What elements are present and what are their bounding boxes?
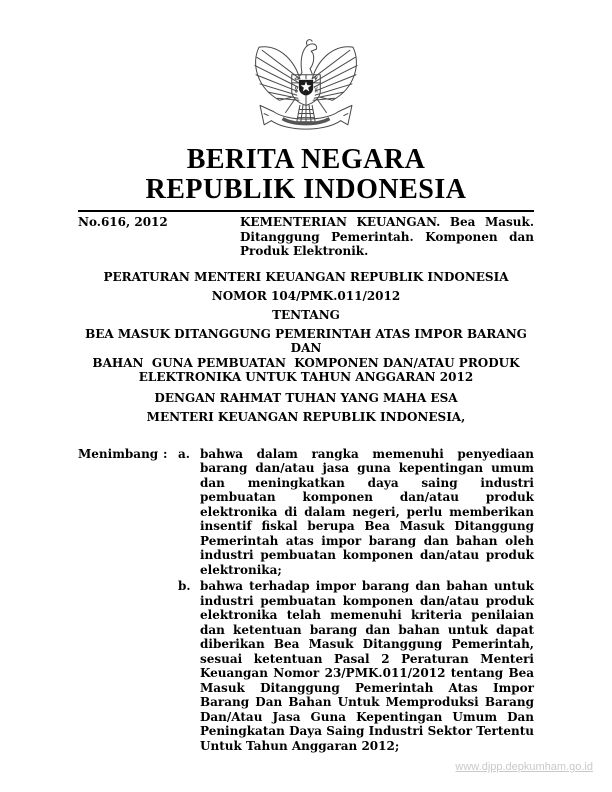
authority-line: MENTERI KEUANGAN REPUBLIK INDONESIA, [146, 409, 466, 424]
regulation-title-line1: BEA MASUK DITANGGUNG PEMERINTAH ATAS IMPOR BARANG DAN [85, 326, 532, 355]
considering-items [178, 447, 534, 754]
item-marker-b: b. [178, 579, 191, 593]
regulation-title-line2: BAHAN GUNA PEMBUATAN KOMPONEN DAN/ATAU PRODUK [92, 355, 520, 370]
gazette-subject: KEMENTERIAN KEUANGAN. Bea Masuk. Ditanggung Pemerintah. Komponen dan Produk Elektronik. [240, 215, 534, 258]
consideration-item-a [178, 447, 534, 578]
regulation-title [78, 327, 534, 385]
item-text-a: bahwa dalam rangka memenuhi penyediaan barang dan/atau jasa guna kepentingan umum dan meningkatkan daya saing industri pembuatan komponen dan/atau produk elektronika di dalam negeri, perlu memberikan insentif fiskal berupa Bea Masuk Ditanggung Pemerintah atas impor barang dan bahan oleh industri pembuatan komponen dan/atau produk elektronika; [200, 446, 534, 577]
invocation-line: DENGAN RAHMAT TUHAN YANG MAHA ESA [154, 390, 458, 405]
masthead-rule [78, 210, 534, 212]
gazette-title-line2: REPUBLIK INDONESIA [145, 174, 467, 205]
considering-section [78, 447, 534, 754]
item-text-b: bahwa terhadap impor barang dan bahan untuk industri pembuatan komponen dan/atau produk elektronika telah memenuhi kriteria penilaian dan ketentuan barang dan bahan untuk dapat diberikan Bea Masuk Ditanggung Pemerintah, sesuai ketentuan Pasal 2 Peraturan Menteri Keuangan Nomor 23/PMK.011/2012 tentang Bea Masuk Ditanggung Pemerintah Atas Impor Barang Dan Bahan Untuk Memproduksi Barang Dan/Atau Jasa Guna Kepentingan Umum Dan Peningkatan Daya Saing Industri Sektor Tertentu Untuk Tahun Anggaran 2012; [200, 579, 534, 753]
gazette-number: No.616, 2012 [78, 215, 168, 229]
gazette-header-row [78, 215, 534, 259]
page-content [78, 0, 534, 753]
gazette-masthead [78, 145, 534, 205]
regulation-title-line3: ELEKTRONIKA UNTUK TAHUN ANGGARAN 2012 [138, 370, 474, 384]
regulation-heading [78, 268, 534, 325]
regulation-heading-line1: PERATURAN MENTERI KEUANGAN REPUBLIK INDONESIA [103, 269, 509, 284]
regulation-number: NOMOR 104/PMK.011/2012 [211, 288, 401, 303]
gazette-title-line1: BERITA NEGARA [186, 144, 426, 175]
consideration-item-b [178, 579, 534, 753]
considering-colon: : [163, 446, 168, 461]
garuda-pancasila-emblem [248, 38, 364, 136]
tentang-label: TENTANG [272, 307, 340, 322]
item-marker-a: a. [178, 446, 190, 461]
emblem-container [78, 38, 534, 136]
footer-watermark: www.djpp.depkumham.go.id [455, 761, 593, 773]
invocation-block [78, 389, 534, 427]
considering-label: Menimbang [78, 446, 159, 461]
